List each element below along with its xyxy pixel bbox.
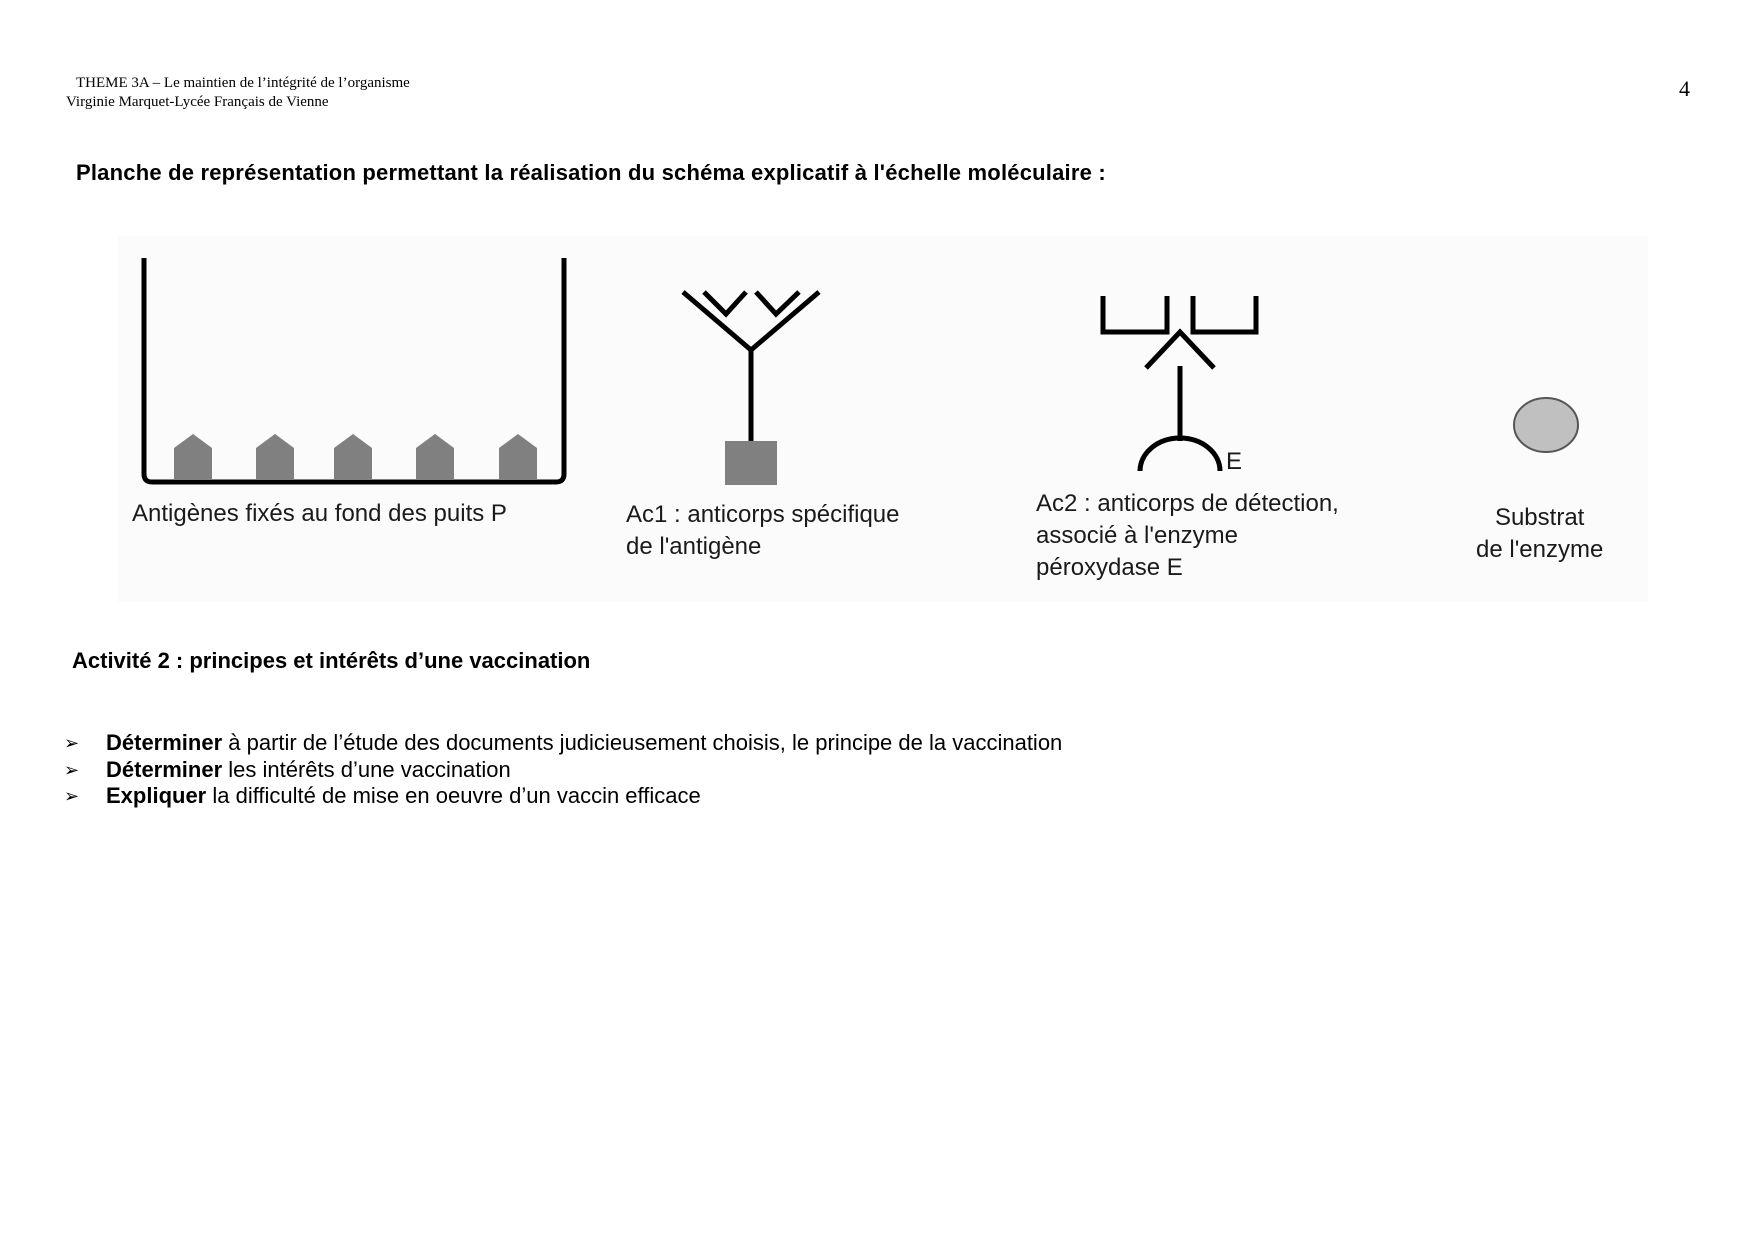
label-ac2-line1: Ac2 : anticorps de détection, — [1036, 490, 1339, 517]
label-ac1-line2: de l'antigène — [626, 533, 762, 560]
label-substrat — [1476, 502, 1603, 566]
header-theme: THEME 3A – Le maintien de l’intégrité de l’organisme — [76, 75, 410, 91]
objective-text: la difficulté de mise en oeuvre d’un vaccin efficace — [206, 783, 701, 808]
objective-text: les intérêts d’une vaccination — [222, 756, 511, 782]
objective-verb: Expliquer — [106, 783, 207, 808]
label-ac2-line3: péroxydase E — [1036, 554, 1183, 581]
antigen-icon — [416, 434, 454, 480]
planche-title: Planche de représentation permettant la réalisation du schéma explicatif à l'échelle moléculaire : — [76, 160, 1106, 185]
antibody-ac1-icon — [683, 292, 819, 444]
molecular-representation-figure — [118, 236, 1648, 602]
list-item — [64, 730, 1062, 757]
objective-text: à partir de l’étude des documents judicieusement choisis, le principe de la vaccination — [222, 730, 1063, 755]
arrowhead-bullet-icon: ➢ — [64, 759, 80, 780]
antigen-icon — [334, 434, 372, 480]
arrowhead-bullet-icon: ➢ — [64, 733, 80, 753]
list-item — [64, 783, 1062, 810]
label-ac2 — [1036, 488, 1339, 584]
objectives-list — [64, 730, 1062, 810]
antigens-group — [174, 434, 537, 480]
objective-verb: Déterminer — [106, 730, 223, 755]
label-antigenes: Antigènes fixés au fond des puits P — [132, 500, 507, 527]
peroxydase-enzyme-icon — [1140, 438, 1220, 471]
label-ac2-line2: associé à l'enzyme — [1036, 522, 1239, 549]
label-substrat-line1: Substrat — [1494, 504, 1585, 531]
antibody-ac2-icon — [1103, 296, 1256, 471]
antigen-square-icon — [725, 441, 777, 485]
list-item — [64, 757, 1062, 784]
label-substrat-line2: de l'enzyme — [1476, 536, 1604, 563]
label-ac1 — [626, 499, 899, 563]
label-enzyme-e: E — [1226, 448, 1243, 475]
substrate-icon — [1514, 398, 1578, 452]
label-ac1-line1: Ac1 : anticorps spécifique — [626, 501, 900, 528]
activity-title: Activité 2 : principes et intérêts d’une vaccination — [72, 648, 591, 673]
page-number: 4 — [1679, 76, 1690, 101]
objective-verb: Déterminer — [106, 756, 223, 782]
antigen-icon — [174, 434, 212, 480]
antigen-icon — [499, 434, 537, 480]
arrowhead-bullet-icon: ➢ — [64, 786, 80, 806]
antigen-icon — [256, 434, 294, 480]
header-author: Virginie Marquet-Lycée Français de Vienne — [66, 94, 329, 110]
